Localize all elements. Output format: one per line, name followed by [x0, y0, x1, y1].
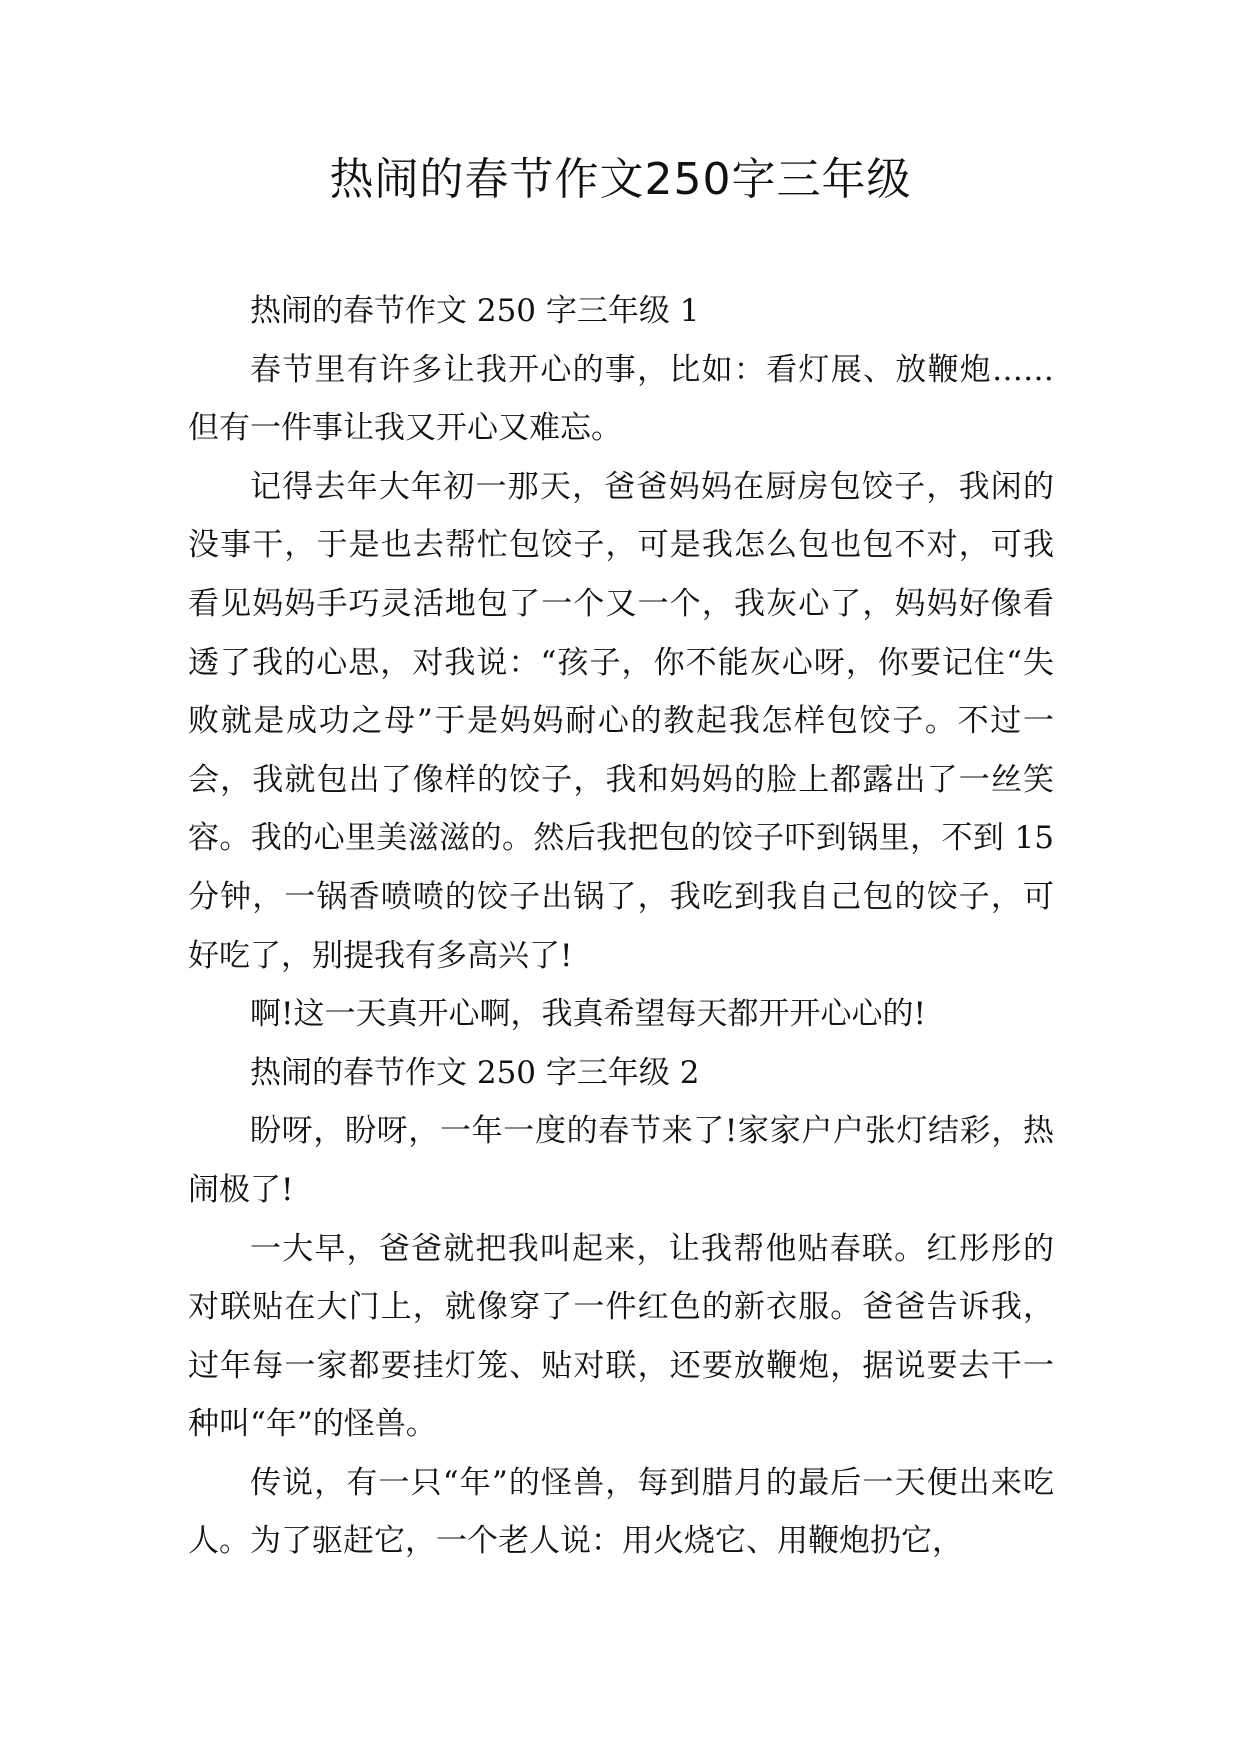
- paragraph: 传说，有一只“年”的怪兽，每到腊月的最后一天便出来吃人。为了驱赶它，一个老人说：用火烧它、用鞭炮扔它，: [188, 1464, 1054, 1560]
- paragraph: 一大早，爸爸就把我叫起来，让我帮他贴春联。红彤彤的对联贴在大门上，就像穿了一件红色的新衣服。爸爸告诉我，过年每一家都要挂灯笼、贴对联，还要放鞭炮，据说要去干一种叫“年”的怪兽。: [188, 1230, 1054, 1443]
- paragraph: 记得去年大年初一那天，爸爸妈妈在厨房包饺子，我闲的没事干，于是也去帮忙包饺子，可是我怎么包也包不对，可我看见妈妈手巧灵活地包了一个又一个，我灰心了，妈妈好像看透了我的心思，对我说：“孩子，你不能灰心呀，你要记住“失败就是成功之母”于是妈妈耐心的教起我怎样包饺子。不过一会，我就包出了像样的饺子，我和妈妈的脸上都露出了一丝笑容。我的心里美滋滋的。然后我把包的饺子吓到锅里，不到 15 分钟，一锅香喷喷的饺子出锅了，我吃到我自己包的饺子，可好吃了，别提我有多高兴了!: [188, 468, 1054, 974]
- essay-heading-2: 热闹的春节作文 250 字三年级 2: [250, 1054, 700, 1091]
- document-title: 热闹的春节作文250字三年级: [329, 154, 912, 205]
- document-body: [188, 282, 1054, 1571]
- paragraph: 春节里有许多让我开心的事，比如：看灯展、放鞭炮……但有一件事让我又开心又难忘。: [188, 351, 1054, 447]
- paragraph: 盼呀，盼呀，一年一度的春节来了!家家户户张灯结彩，热闹极了!: [188, 1113, 1054, 1208]
- essay-heading-1: 热闹的春节作文 250 字三年级 1: [250, 293, 700, 329]
- paragraph: 啊!这一天真开心啊，我真希望每天都开开心心的!: [250, 996, 926, 1033]
